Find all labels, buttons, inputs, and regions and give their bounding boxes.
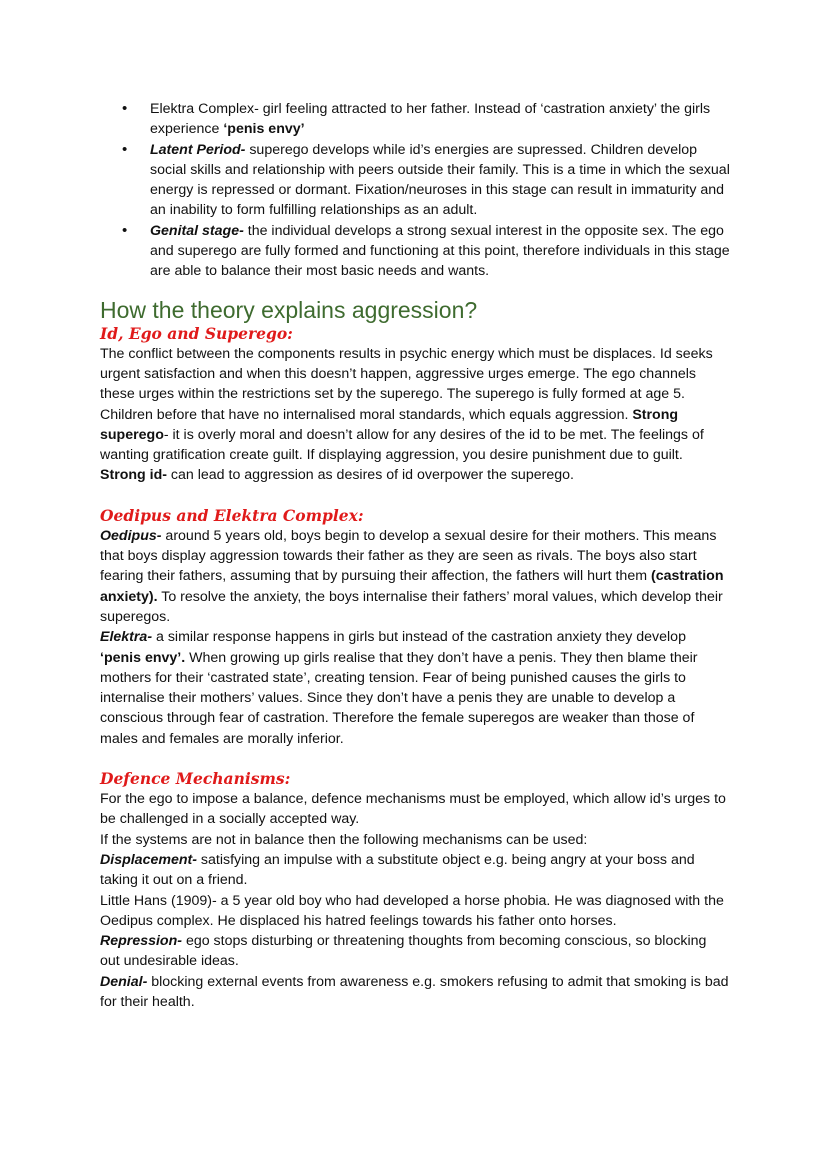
paragraph-text: To resolve the anxiety, the boys internalise their fathers’ moral values, which develop their superegos. xyxy=(100,588,723,625)
bullet-text: the individual develops a strong sexual interest in the opposite sex. The ego and superego are fully formed and functioning at this point, therefore individuals in this stage are able to balance their most basic needs and wants. xyxy=(150,222,730,280)
bullet-bold-term: ‘penis envy’ xyxy=(223,121,305,138)
paragraph-oedipus xyxy=(100,526,730,627)
paragraph-text: When growing up girls realise that they don’t have a penis. They then blame their mothers for their ‘castrated state’, creating tension. Fear of being punished causes the girls to internalise their mothers’ values. Since they don’t have a penis they are unable to develop a conscious through fear of castration. Therefore the female superegos are weaker than those of males and females are morally inferior. xyxy=(100,649,698,747)
bullet-term: Latent Period- xyxy=(150,141,246,158)
subheading-id-ego-superego: Id, Ego and Superego: xyxy=(100,323,293,343)
bold-term: ‘penis envy’. xyxy=(100,649,186,666)
paragraph-id-ego-superego xyxy=(100,344,730,486)
bold-term: Strong id- xyxy=(100,467,167,484)
paragraph-little-hans: Little Hans (1909)- a 5 year old boy who had developed a horse phobia. He was diagnosed with the Oedipus complex. He displaced his hatred feelings towards his father onto horses. xyxy=(100,892,724,929)
paragraph-text: a similar response happens in girls but instead of the castration anxiety they develop xyxy=(152,629,686,646)
subheading-oedipus-elektra: Oedipus and Elektra Complex: xyxy=(100,505,364,525)
bold-term: Strong superego xyxy=(100,406,679,443)
bold-italic-term: Elektra- xyxy=(100,629,153,646)
paragraph-text: ego stops disturbing or threatening thoughts from becoming conscious, so blocking out undesirable ideas. xyxy=(100,933,707,970)
bold-term: (castration anxiety). xyxy=(100,568,724,605)
paragraph-text: - it is overly moral and doesn’t allow for any desires of the id to be met. The feelings of wanting gratification create guilt. If displaying aggression, you desire punishment due to guilt. xyxy=(100,426,704,464)
paragraph-displacement xyxy=(100,850,730,891)
bullet-text: superego develops while id’s energies are supressed. Children develop social skills and relationship with peers outside their family. This is a time in which the sexual energy is repressed or dormant. Fixation/neuroses in this stage can result in immaturity and an inability to form fulfilling relationships as an adult. xyxy=(150,141,730,219)
paragraph-denial xyxy=(100,972,730,1013)
paragraph-defence-intro-2: If the systems are not in balance then the following mechanisms can be used: xyxy=(100,831,588,848)
section-heading: How the theory explains aggression? xyxy=(100,296,478,323)
paragraph-text: around 5 years old, boys begin to develop a sexual desire for their mothers. This means that boys display aggression towards their father as they are seen as rivals. The boys also start fearing their fathers, assuming that by pursuing their affection, the fathers will hurt them xyxy=(100,527,717,585)
bold-italic-term: Denial- xyxy=(100,973,148,990)
subheading-defence-mechanisms: Defence Mechanisms: xyxy=(100,769,291,789)
bold-italic-term: Displacement- xyxy=(100,851,197,868)
paragraph-text: can lead to aggression as desires of id overpower the superego. xyxy=(166,467,574,484)
paragraph-text: satisfying an impulse with a substitute object e.g. being angry at your boss and taking it out on a friend. xyxy=(100,851,695,889)
page-content xyxy=(100,99,730,1012)
paragraph-text: The conflict between the components results in psychic energy which must be displaces. Id seeks urgent satisfaction and when this doesn’t happen, aggressive urges emerge. The ego channels these urges within the restrictions set by the superego. The superego is fully formed at age 5. Children before that have no internalised moral standards, which equals aggression. xyxy=(100,345,713,423)
bullet-elektra-complex xyxy=(100,99,730,140)
bold-italic-term: Repression- xyxy=(100,933,182,950)
paragraph-repression xyxy=(100,931,730,972)
paragraph-elektra xyxy=(100,627,730,749)
bullet-latent-period xyxy=(100,140,730,221)
bullet-term: Genital stage- xyxy=(150,222,244,239)
paragraph-defence-intro: For the ego to impose a balance, defence mechanisms must be employed, which allow id’s urges to be challenged in a socially accepted way. xyxy=(100,791,726,828)
bold-italic-term: Oedipus- xyxy=(100,527,162,544)
paragraph-text: blocking external events from awareness e.g. smokers refusing to admit that smoking is bad for their health. xyxy=(100,973,729,1010)
psychosexual-stages-list xyxy=(100,99,730,282)
bullet-genital-stage xyxy=(100,221,730,282)
bullet-text: Elektra Complex- girl feeling attracted to her father. Instead of ‘castration anxiety’ the girls experience xyxy=(150,101,711,138)
